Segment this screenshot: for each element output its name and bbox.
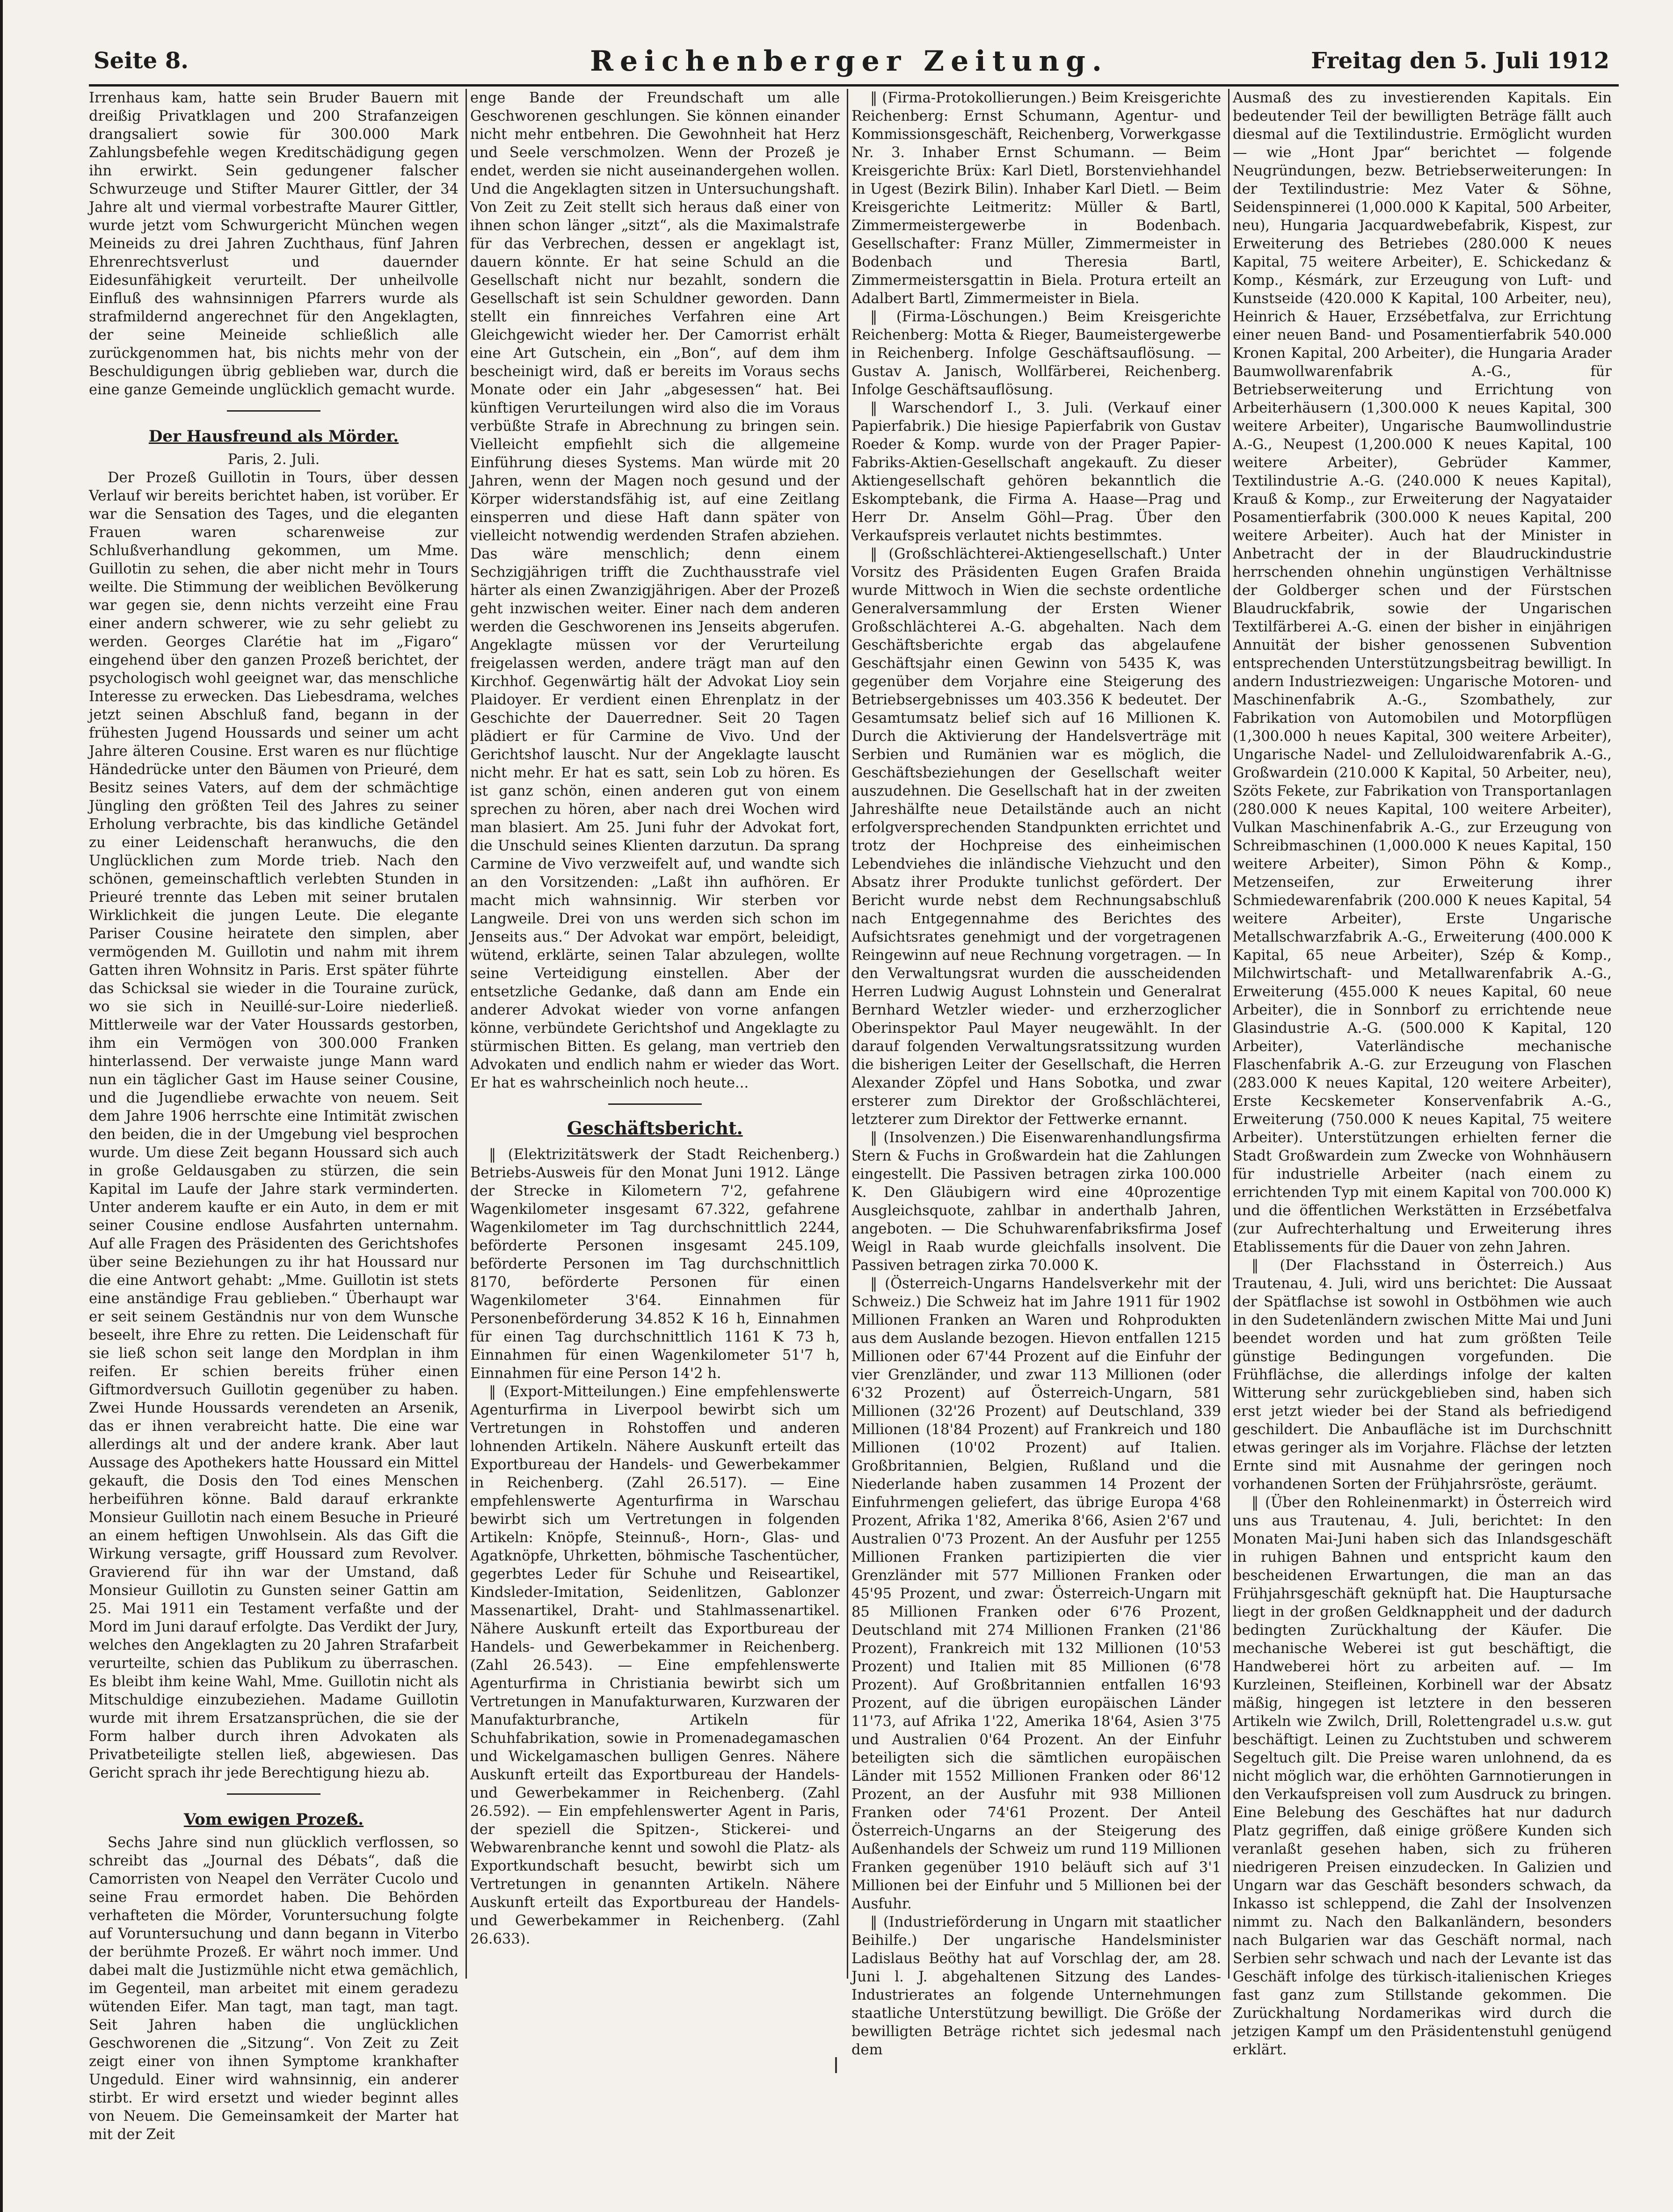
business-item: ‖ (Industrieförderung in Ungarn mit staatlicher Beihilfe.) Der ungarische Handelsminister Ladislaus Beöthy hat auf Vorschlag der, am 28. Juni l. J. abgehaltenen Sitzung des Landes-Industrierates an folgende Unternehmungen staatliche Unterstützung bewilligt. Die Größe der bewilligten Beträge richtet sich jedesmal nach dem	[851, 1914, 1221, 2058]
article-headline: Der Hausfreund als Mörder.	[148, 427, 399, 446]
business-item: ‖ Warschendorf I., 3. Juli. (Verkauf einer Papierfabrik.) Die hiesige Papierfabrik von Gustav Roeder & Komp. wurde von der Prager Papier-Fabriks-Aktien-Gesellschaft angekauft. Zu dieser Aktiengesellschaft gehören bekanntlich die Eskomptebank, die Firma A. Haase—Prag und Herr Dr. Anselm Göhl—Prag. Über den Verkaufspreis verlautet nichts bestimmtes.	[851, 400, 1221, 544]
article-paragraph: Irrenhaus kam, hatte sein Bruder Bauern mit dreißig Privatklagen und 200 Strafanzeigen drangsaliert sowie für 300.000 Mark Zahlungsbefehle wegen Kreditschädigung gegen ihn erwirkt. Sein gedungener falscher Schwurzeuge und Stifter Maurer Gittler, der 34 Jahre alt und viermal vorbestrafte Maurer Gittler, wurde jetzt vom Schwurgericht München wegen Meineids zu drei Jahren Zuchthaus, fünf Jahren Ehrenrechtsverlust und dauernder Eidesunfähigkeit verurteilt. Der unheilvolle Einfluß des wahnsinnigen Pfarrers wurde als strafmildernd angerechnet für den Angeklagten, der seine Meineide schließlich alle zurückgenommen hat, bis nichts mehr von der Beschuldigungen übrig geblieben war, durch die eine ganze Gemeinde unglücklich gemacht wurde.	[89, 90, 458, 398]
column-3	[851, 89, 1221, 2058]
article-separator	[227, 1793, 320, 1795]
column-divider	[466, 89, 467, 1979]
column-divider	[847, 89, 848, 1979]
business-item: ‖ (Export-Mitteilungen.) Eine empfehlenswerte Agenturfirma in Liverpool bewirbt sich um Vertretungen in Rohstoffen und anderen lohnenden Artikeln. Nähere Auskunft erteilt das Exportbureau der Handels- und Gewerbekammer in Reichenberg. (Zahl 26.517). — Eine empfehlenswerte Agenturfirma in Warschau bewirbt sich um Vertretungen in folgenden Artikeln: Knöpfe, Steinnuß-, Horn-, Glas- und Agatknöpfe, Uhrketten, böhmische Taschentücher, gegerbtes Leder für Schuhe und Reiseartikel, Kindsleder-Imitation, Seidenlitzen, Gablonzer Massenartikel, Draht- und Stahlmassenartikel. Nähere Auskunft erteilt das Exportbureau der Handels- und Gewerbekammer in Reichenberg. (Zahl 26.543). — Eine empfehlenswerte Agenturfirma in Christiania bewirbt sich um Vertretungen in Manufakturwaren, Kurzwaren der Manufakturbranche, Artikeln für Schuhfabrikation, sowie in Promenadegamaschen und Wickelgamaschen bulligen Genres. Nähere Auskunft erteilt das Exportbureau der Handels- und Gewerbekammer in Reichenberg. (Zahl 26.592). — Ein empfehlenswerter Agent in Paris, der speziell die Spitzen-, Stickerei- und Webwarenbranche kennt und sowohl die Platz- als Exportkundschaft besucht, bewirbt sich um Vertretungen in genannten Artikeln. Nähere Auskunft erteilt das Exportbureau der Handels- und Gewerbekammer in Reichenberg. (Zahl 26.633).	[470, 1384, 840, 1947]
column-4	[1233, 89, 1612, 2058]
article-paragraph: Sechs Jahre sind nun glücklich verflossen, so schreibt das „Journal des Débats“, daß die Camorristen von Neapel den Verräter Cucolo und seine Frau ermordet haben. Die Behörden verhafteten die Mörder, Voruntersuchung folgte auf Voruntersuchung und dann begann in Viterbo der berühmte Prozeß. Er währt noch immer. Und dabei malt die Justizmühle nicht etwa gemächlich, im Gegenteil, man arbeitet mit einem geradezu wütenden Eifer. Man tagt, man tagt, man tagt. Seit Jahren haben die unglücklichen Geschworenen die „Sitzung“. Von Zeit zu Zeit zeigt einer von ihnen Symptome krankhafter Ungeduld. Einer wird wahnsinnig, ein anderer stirbt. Er wird ersetzt und wieder beginnt alles von Neuem. Die Gemeinsamkeit der Marter hat mit der Zeit	[89, 1835, 458, 2143]
article-separator	[227, 410, 320, 412]
header-rule	[89, 84, 1619, 87]
print-mark	[835, 2057, 837, 2073]
section-heading: Geschäftsbericht.	[567, 1117, 743, 1139]
business-item: ‖ (Elektrizitätswerk der Stadt Reichenberg.) Betriebs-Ausweis für den Monat Juni 1912. Länge der Strecke in Kilometern 7'2, gefahrene Wagenkilometer insgesamt 67.322, gefahrene Wagenkilometer im Tag durchschnittlich 2244, beförderte Personen insgesamt 245.109, beförderte Personen im Tag durchschnittlich 8170, beförderte Personen für einen Wagenkilometer 3'64. Einnahmen für Personenbeförderung 34.852 K 16 h, Einnahmen für einen Tag durchschnittlich 1161 K 73 h, Einnahmen für einen Wagenkilometer 51'7 h, Einnahmen für eine Person 14'2 h.	[470, 1146, 840, 1382]
article-paragraph: Der Prozeß Guillotin in Tours, über dessen Verlauf wir bereits berichtet haben, ist vorüber. Er war die Sensation des Tages, und die eleganten Frauen waren scharenweise zur Schlußverhandlung gekommen, um Mme. Guillotin zu sehen, die aber nicht mehr in Tours weilte. Die Stimmung der weiblichen Bevölkerung war gegen sie, denn nichts verzeiht eine Frau einer andern schwerer, wie zu sehr geliebt zu werden. Georges Clarétie hat im „Figaro“ eingehend über den ganzen Prozeß berichtet, der psychologisch wohl geeignet war, das menschliche Interesse zu erwecken. Das Liebesdrama, welches jetzt seinen Abschluß fand, begann in der frühesten Jugend Houssards und seiner um acht Jahre älteren Cousine. Erst waren es nur flüchtige Händedrücke unter den Bäumen von Prieuré, dem Besitz seines Vaters, auf dem der schmächtige Jüngling den größten Teil des Jahres zu seiner Erholung verbrachte, bis das kindliche Getändel zu einer Leidenschaft heranwuchs, die den Unglücklichen zum Morde trieb. Nach den schönen, gemeinschaftlich verlebten Stunden in Prieuré trennte das Leben mit seiner brutalen Wirklichkeit die jungen Leute. Die elegante Pariser Cousine heiratete den simplen, aber vermögenden M. Guillotin und nahm mit ihrem Gatten ihren Wohnsitz in Paris. Erst später führte das Schicksal sie wieder in die Touraine zurück, wo sie sich in Neuillé-sur-Loire niederließ. Mittlerweile war der Vater Houssards gestorben, ihm ein Vermögen von 300.000 Franken hinterlassend. Der verwaiste junge Mann ward nun ein täglicher Gast im Hause seiner Cousine, und die Jugendliebe erwachte von neuem. Seit dem Jahre 1906 herrschte eine Intimität zwischen den beiden, die in der Umgebung viel besprochen wurde. Um diese Zeit begann Houssard sich auch in große Geldausgaben zu stürzen, die sein Kapital im Laufe der Jahre stark verminderten. Unter anderem kaufte er ein Auto, in dem er mit seiner Cousine endlose Ausfahrten unternahm. Auf alle Fragen des Präsidenten des Gerichtshofes über seine Beziehungen zu ihr hat Houssard nur die eine Antwort gehabt: „Mme. Guillotin ist stets eine anständige Frau geblieben.“ Überhaupt war er seit seinem Geständnis nur von dem Wunsche beseelt, ihre Ehre zu retten. Die Leidenschaft für sie ließ schon seit lange den Mordplan in ihm reifen. Er schien bereits früher einen Giftmordversuch Guillotin gegenüber zu haben. Zwei Hunde Houssards verendeten an Arsenik, das er ihnen verabreicht hatte. Die eine war allerdings alt und der andere krank. Aber laut Aussage des Apothekers hatte Houssard ein Mittel gekauft, die Dosis den Tod eines Menschen herbeiführen könne. Bald darauf erkrankte Monsieur Guillotin nach einem Besuche in Prieuré an einem heftigen Unwohlsein. Als das Gift die Wirkung versagte, griff Houssard zum Revolver. Gravierend für ihn war der Umstand, daß Monsieur Guillotin zu Gunsten seiner Gattin am 25. Mai 1911 ein Testament verfaßte und der Mord im Juni darauf erfolgte. Das Verdikt der Jury, welches den Angeklagten zu 20 Jahren Strafarbeit verurteilte, schien das Publikum zu überraschen. Es bleibt ihm keine Wahl, Mme. Guillotin nicht als Mitschuldige einzubeziehen. Madame Guillotin wurde mit ihrem Ersatzansprüchen, die sie der Form halber durch ihren Advokaten als Privatbeteiligte stellen ließ, abgewiesen. Das Gericht sprach ihr jede Berechtigung hiezu ab.	[89, 470, 458, 1781]
article-headline: Vom ewigen Prozeß.	[183, 1810, 364, 1829]
business-item: Ausmaß des zu investierenden Kapitals. Ein bedeutender Teil der bewilligten Beträge fällt auch diesmal auf die Textilindustrie. Ermöglicht wurden — wie „Hont Jpar“ berichtet — folgende Neugründungen, bezw. Betriebserweiterungen: In der Textilindustrie: Mez Vater & Söhne, Seidenspinnerei (1,000.000 K Kapital, 500 Arbeiter, neu), Hungaria Jacquardwebefabrik, Kispest, zur Erweiterung des Betriebes (280.000 K neues Kapital, 75 weitere Arbeiter), E. Schickedanz & Komp., Késmárk, zur Erzeugung von Luft- und Kunstseide (420.000 K Kapital, 100 Arbeiter, neu), Heinrich & Hauer, Erzsébetfalva, zur Errichtung einer neuen Band- und Posamentierfabrik 540.000 Kronen Kapital, 200 Arbeiter), die Hungaria Arader Baumwollwarenfabrik A.-G., für Betriebserweiterung und Errichtung von Arbeiterhäusern (1,300.000 K neues Kapital, 300 weitere Arbeiter), Ungarische Baumwollindustrie A.-G., Neupest (1,200.000 K neues Kapital, 100 weitere Arbeiter), Gebrüder Kammer, Textilindustrie A.-G. (240.000 K neues Kapital), Krauß & Komp., zur Erweiterung der Nagyataider Posamentierfabrik (300.000 K neues Kapital, 200 weitere Arbeiter). Auch hat der Minister in Anbetracht der in der Blaudruckindustrie herrschenden ohnehin ungünstigen Verhältnisse der Goldberger schen und der Fürstschen Blaudruckfabrik, sowie der Ungarischen Textilfärberei A.-G. einen der bisher in einjährigen Annuität der bisher genossenen Subvention entsprechenden Unterstützungsbeitrag bewilligt. In andern Industriezweigen: Ungarische Motoren- und Maschinenfabrik A.-G., Szombathely, zur Fabrikation von Automobilen und Motorpflügen (1,300.000 h neues Kapital, 300 weitere Arbeiter), Ungarische Nadel- und Zelluloidwarenfabrik A.-G., Großwardein (210.000 K Kapital, 50 Arbeiter, neu), Szöts Fekete, zur Fabrikation von Transportanlagen (280.000 K neues Kapital, 100 weitere Arbeiter), Vulkan Maschinenfabrik A.-G., zur Erzeugung von Schreibmaschinen (1,000.000 K neues Kapital, 150 weitere Arbeiter), Simon Pöhn & Komp., Metzenseifen, zur Erweiterung ihrer Schmiedewarenfabrik (200.000 K neues Kapital, 54 weitere Arbeiter), Erste Ungarische Metallschwarzfabrik A.-G., Erweiterung (400.000 K Kapital, 65 neue Arbeiter), Szép & Komp., Milchwirtschaft- und Metallwarenfabrik A.-G., Erweiterung (455.000 K neues Kapital, 60 neue Arbeiter), die in Sonnborf zu errichtende neue Glasindustrie A.-G. (500.000 K Kapital, 120 Arbeiter), Vaterländische mechanische Flaschenfabrik A.-G. zur Erzeugung von Flaschen (283.000 K neues Kapital, 120 weitere Arbeiter), Erste Kecskemeter Konservenfabrik A.-G., Erweiterung (750.000 K neues Kapital, 75 weitere Arbeiter). Unterstützungen erhielten ferner die Stadt Großwardein zum Zwecke von Wohnhäusern für industrielle Arbeiter (nach einem zu errichtenden Typ mit einem Kapital von 700.000 K) und die öffentlichen Werkstätten in Erzsébetfalva (zur Aufrechterhaltung und Erweiterung ihres Etablissements für die Dauer von zehn Jahren.	[1233, 90, 1612, 1255]
page-header	[89, 45, 1609, 82]
page-number: Seite 8.	[94, 48, 189, 74]
business-item: ‖ (Firma-Protokollierungen.) Beim Kreisgerichte Reichenberg: Ernst Schumann, Agentur- und Kommissionsgeschäft, Reichenberg, Vorwerkgasse Nr. 3. Inhaber Ernst Schumann. — Beim Kreisgerichte Brüx: Karl Dietl, Borstenviehhandel in Ugest (Bezirk Bilin). Inhaber Karl Dietl. — Beim Kreisgerichte Leitmeritz: Müller & Bartl, Zimmermeistergewerbe in Bodenbach. Gesellschafter: Franz Müller, Zimmermeister in Bodenbach und Theresia Bartl, Zimmermeistersgattin in Biela. Protura erteilt an Adalbert Bartl, Zimmermeister in Biela.	[851, 90, 1221, 307]
scan-edge	[0, 0, 3, 2212]
business-item: ‖ (Firma-Löschungen.) Beim Kreisgerichte Reichenberg: Motta & Rieger, Baumeistergewerbe in Reichenberg. Infolge Geschäftsauflösung. — Gustav A. Janisch, Wollfärberei, Reichenberg. Infolge Geschäftsauflösung.	[851, 309, 1221, 398]
business-item: ‖ (Großschlächterei-Aktiengesellschaft.) Unter Vorsitz des Präsidenten Eugen Grafen Braida wurde Mittwoch in Wien die sechste ordentliche Generalversammlung der Ersten Wiener Großschlächterei A.-G. abgehalten. Nach dem Geschäftsberichte ergab das abgelaufene Geschäftsjahr einen Gewinn von 5435 K, was gegenüber dem Vorjahre eine Steigerung des Betriebsergebnisses um 403.356 K bedeutet. Der Gesamtumsatz belief sich auf 16 Millionen K. Durch die Aktivierung der Handelsverträge mit Serbien und Rumänien war es möglich, die Geschäftsbeziehungen der Gesellschaft weiter auszudehnen. Die Gesellschaft hat in der zweiten Jahreshälfte neue Detailstände auch an nicht erfolgversprechenden Standpunkten errichtet und trotz der Hochpreise des einheimischen Lebendviehes die inländische Viehzucht und den Absatz ihrer Produkte tunlichst gefördert. Der Bericht wurde nebst dem Rechnungsabschluß nach Entgegennahme des Berichtes des Aufsichtsrates genehmigt und der vorgetragenen Reingewinn auf neue Rechnung vorgetragen. — In den Verwaltungsrat wurden die ausscheidenden Herren Ludwig August Lohnstein und Generalrat Bernhard Wetzler wieder- und erzherzoglicher Oberinspektor Paul Mayer neugewählt. In der darauf folgenden Verwaltungsratssitzung wurden die bisherigen Leiter der Gesellschaft, die Herren Alexander Zöpfel und Hans Sobotka, und zwar ersterer zum Direktor der Großschlächterei, letzterer zum Direktor der Fettwerke ernannt.	[851, 546, 1221, 1128]
column-2	[470, 89, 840, 1979]
article-paragraph: enge Bande der Freundschaft um alle Geschworenen geschlungen. Sie können einander nicht mehr entbehren. Die Gewohnheit hat Herz und Seele verschmolzen. Wenn der Prozeß je endet, werden sie nicht auseinandergehen wollen. Und die Angeklagten sitzen in Untersuchungshaft. Von Zeit zu Zeit stellt sich heraus daß einer von ihnen schon länger „sitzt“, als die Maximalstrafe für das Verbrechen, dessen er angeklagt ist, dauern könnte. Er hat seine Schuld an die Gesellschaft nicht nur bezahlt, sondern die Gesellschaft ist sein Schuldner geworden. Dann stellt ein finnreiches Verfahren eine Art Gleichgewicht wieder her. Der Camorrist erhält eine Art Gutschein, ein „Bon“, auf dem ihm bescheinigt wird, daß er bereits im Voraus sechs Monate oder ein Jahr „abgesessen“ hat. Bei künftigen Verurteilungen wird also die im Voraus verbüßte Strafe in Abrechnung zu bringen sein. Vielleicht empfiehlt sich die allgemeine Einführung dieses Systems. Man würde mit 20 Jahren, wenn der Magen noch gesund und der Körper widerstandsfähig ist, auf eine Zeitlang einsperren und diese Haft dann später von vielleicht notwendig werdenden Strafen abziehen. Das wäre menschlich; denn einem Sechzigjährigen trifft die Zuchthausstrafe viel härter als einen Zwanzigjährigen. Aber der Prozeß geht inzwischen weiter. Einer nach dem anderen werden die Geschworenen ins Jenseits abgerufen. Angeklagte müssen vor der Verurteilung freigelassen werden, andere trägt man auf den Kirchhof. Gegenwärtig hält der Advokat Lioy sein Plaidoyer. Er verdient einen Ehrenplatz in der Geschichte der Dauerredner. Seit 20 Tagen plädiert er für Carmine de Vivo. Und der Gerichtshof lauscht. Nur der Angeklagte lauscht nicht mehr. Er hat es satt, sein Lob zu hören. Es ist ganz schön, einen anderen gut von einem sprechen zu hören, aber nach drei Wochen wird man blasiert. Am 25. Juni fuhr der Advokat fort, die Unschuld seines Klienten darzutun. Da sprang Carmine de Vivo verzweifelt auf, und wandte sich an den Vorsitzenden: „Laßt ihn aufhören. Er macht mich wahnsinnig. Wir sterben vor Langweile. Drei von uns werden sich schon im Jenseits aus.“ Der Advokat war empört, beleidigt, wütend, erklärte, seinen Talar abzulegen, wollte seine Verteidigung einstellen. Aber der entsetzliche Gedanke, daß dann am Ende ein anderer Advokat wieder von vorne anfangen könne, verbündete Gerichtshof und Angeklagte zu stürmischen Bitten. Es gelang, man vertrieb den Advokaten und endlich nahm er wieder das Wort. Er hat es wahrscheinlich noch heute...	[470, 90, 840, 1091]
business-item: ‖ (Der Flachsstand in Österreich.) Aus Trautenau, 4. Juli, wird uns berichtet: Die Aussaat der Spätflachse ist sowohl in Ostböhmen wie auch in den Sudetenländern zwischen Mitte Mai und Juni beendet worden und hat zum größten Teile günstige Bedingungen vorgefunden. Die Frühflächse, die allerdings infolge der kalten Witterung sehr zurückgeblieben sind, haben sich erst jetzt wieder bei der Stand als befriedigend geschildert. Die Anbaufläche ist im Durchschnitt etwas geringer als im Vorjahre. Flächse der letzten Ernte sind mit Ausnahme der geringen noch vorhandenen Sorten der Frühjahrsröste, geräumt.	[1233, 1257, 1612, 1493]
column-divider	[1228, 89, 1229, 1979]
business-item: ‖ (Über den Rohleinenmarkt) in Österreich wird uns aus Trautenau, 4. Juli, berichtet: In den Monaten Mai-Juni haben sich das Inlandsgeschäft in ruhigen Bahnen und entspricht kaum den bescheidenen Erwartungen, die man an das Frühjahrsgeschäft geknüpft hat. Die Hauptursache liegt in der großen Geldknappheit und der dadurch bedingten Zurückhaltung der Käufer. Die mechanische Weberei ist gut beschäftigt, die Handweberei hört zu arbeiten auf. — Im Kurzleinen, Steifleinen, Korbinell war der Absatz mäßig, hingegen ist letztere in den besseren Artikeln wie Zwilch, Drill, Rolettengradel u.s.w. gut beschäftigt. Leinen zu Zuchtstuben und schwerem Segeltuch gilt. Die Preise waren unlohnend, da es nicht möglich war, die erhöhten Garnnotierungen in den Verkaufspreisen voll zum Ausdruck zu bringen. Eine Belebung des Geschäftes hat nur dadurch Platz gegriffen, daß einige größere Kunden sich veranlaßt gesehen haben, sich zu früheren niedrigeren Preisen einzudecken. In Galizien und Ungarn war das Geschäft besonders schwach, da Inkasso ist schleppend, die Zahl der Insolvenzen nimmt zu. Nach den Balkanländern, besonders nach Bulgarien war das Geschäft normal, nach Serbien sehr schwach und nach der Levante ist das Geschäft infolge des türkisch-italienischen Krieges fast ganz zum Stillstande gekommen. Die Zurückhaltung Nordamerikas wird durch die jetzigen Kampf um den Präsidentenstuhl genügend erklärt.	[1233, 1494, 1612, 2058]
business-item: ‖ (Österreich-Ungarns Handelsverkehr mit der Schweiz.) Die Schweiz hat im Jahre 1911 für 1902 Millionen Franken an Waren und Rohprodukten aus dem Auslande bezogen. Hievon entfallen 1215 Millionen oder 67'44 Prozent auf die Einfuhr der vier Grenzländer, und zwar 113 Millionen (oder 6'32 Prozent) auf Österreich-Ungarn, 581 Millionen (32'26 Prozent) auf Deutschland, 339 Millionen (18'84 Prozent) auf Frankreich und 180 Millionen (10'02 Prozent) auf Italien. Großbritannien, Belgien, Rußland und die Niederlande haben zusammen 14 Prozent der Einfuhrmengen geliefert, das übrige Europa 4'68 Prozent, Afrika 1'82, Amerika 8'66, Asien 2'67 und Australien 0'73 Prozent. An der Ausfuhr per 1255 Millionen Franken partizipierten die vier Grenzländer mit 577 Millionen Franken oder 45'95 Prozent, und zwar: Österreich-Ungarn mit 85 Millionen Franken oder 6'76 Prozent, Deutschland mit 274 Millionen Franken (21'86 Prozent), Frankreich mit 132 Millionen (10'53 Prozent) und Italien mit 85 Millionen (6'78 Prozent). Auf Großbritannien entfallen 16'93 Prozent, auf die übrigen europäischen Länder 11'73, auf Afrika 1'22, Amerika 18'64, Asien 3'75 und Australien 0'64 Prozent. An der Einfuhr beteiligten sich die sämtlichen europäischen Länder mit 1552 Millionen Franken oder 86'12 Prozent, an der Ausfuhr mit 938 Millionen Franken oder 74'61 Prozent. Der Anteil Österreich-Ungarns an der Steigerung des Außenhandels der Schweiz um rund 119 Millionen Franken gegenüber 1910 beläuft sich auf 3'1 Millionen bei der Einfuhr und 5 Millionen bei der Ausfuhr.	[851, 1276, 1221, 1912]
article-separator	[608, 1103, 702, 1105]
masthead-title: Reichenberger Zeitung.	[590, 45, 1108, 78]
column-1	[89, 89, 458, 2143]
article-dateline: Paris, 2. Juli.	[227, 451, 320, 468]
issue-date: Freitag den 5. Juli 1912	[1311, 48, 1609, 74]
business-item: ‖ (Insolvenzen.) Die Eisenwarenhandlungsfirma Stern & Fuchs in Großwardein hat die Zahlungen eingestellt. Die Passiven betragen zirka 100.000 K. Den Gläubigern wird eine 40prozentige Ausgleichsquote, zahlbar in anderthalb Jahren, angeboten. — Die Schuhwarenfabriksfirma Josef Weigl in Raab wurde gleichfalls insolvent. Die Passiven betragen zirka 70.000 K.	[851, 1130, 1221, 1274]
